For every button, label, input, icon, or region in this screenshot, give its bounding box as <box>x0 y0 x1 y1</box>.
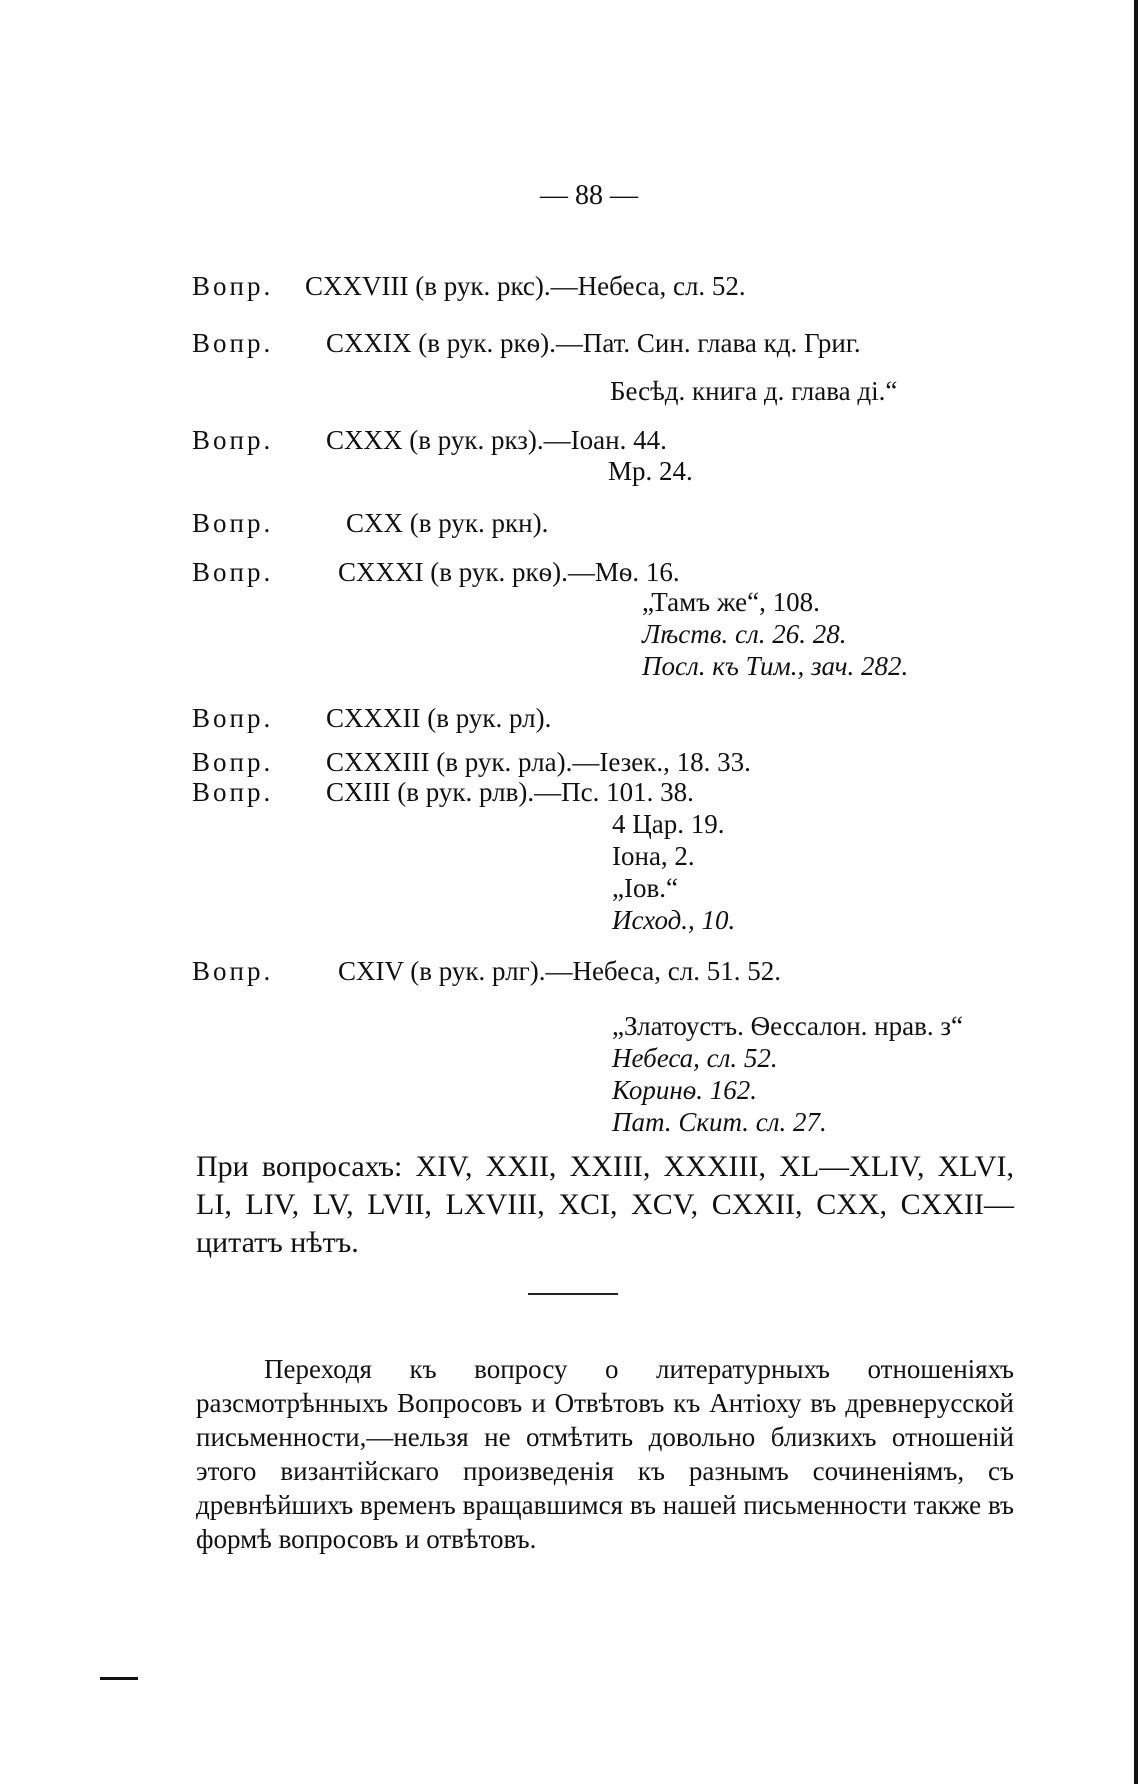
entry-text: Посл. къ Тим., зач. 282. <box>642 651 909 681</box>
entry-text: Іона, 2. <box>612 841 695 871</box>
entry-label: Вопр. <box>192 271 274 301</box>
scan-edge-bar <box>1134 0 1138 1784</box>
entry-label: Вопр. <box>192 747 274 777</box>
entry-text: Мр. 24. <box>608 456 693 486</box>
entry-label: Вопр. <box>192 328 274 358</box>
entry-text: CXXXI (в рук. ркѳ).—Мѳ. 16. <box>338 557 680 587</box>
entry-text: „Іов.“ <box>612 873 678 903</box>
entry-text: Пат. Скит. сл. 27. <box>612 1107 827 1137</box>
entry-text: „Златоустъ. Ѳессалон. нрав. з“ <box>612 1011 963 1041</box>
entry-label: Вопр. <box>192 703 274 733</box>
entry-text: Бесѣд. книга д. глава ді.“ <box>610 376 898 406</box>
entry-text: CXXIX (в рук. ркѳ).—Пат. Син. глава кд. Григ. <box>326 328 861 358</box>
entry-text: Небеса, сл. 52. <box>612 1043 778 1073</box>
entry-text: CXXVIII (в рук. ркс).—Небеса, сл. 52. <box>305 271 746 301</box>
entry-text: CXXX (в рук. ркз).—Іоан. 44. <box>326 425 667 455</box>
scan-margin-mark <box>100 1677 138 1680</box>
entry-text: Исход., 10. <box>612 905 736 935</box>
entry-text: „Тамъ же“, 108. <box>642 587 820 617</box>
section-divider <box>528 1293 618 1295</box>
entry-text: CXX (в рук. ркн). <box>346 508 549 538</box>
entry-text: Коринѳ. 162. <box>612 1075 758 1105</box>
entry-text: CXXXII (в рук. рл). <box>326 703 552 733</box>
entry-label: Вопр. <box>192 777 274 807</box>
entry-text: 4 Цар. 19. <box>612 809 725 839</box>
body-paragraph: Переходя къ вопросу о литературныхъ отношеніяхъ разсмотрѣнныхъ Вопросовъ и Отвѣтовъ къ Антіоху въ древнерусской письменности,—нельзя не отмѣтить довольно близкихъ отношеній этого византійскаго произведенія къ разнымъ сочиненіямъ, съ древнѣйшихъ временъ вращавшимся въ нашей письменности также въ формѣ вопросовъ и отвѣтовъ. <box>196 1354 1014 1554</box>
summary-no-citations: При вопросахъ: XIV, XXII, XXIII, XXXIII, XL—XLIV, XLVI, LI, LIV, LV, LVII, LXVIII, XCI, XCV, CXXII, CXX, CXXII—цитатъ нѣтъ. <box>196 1150 1014 1259</box>
entry-label: Вопр. <box>192 956 274 986</box>
entry-label: Вопр. <box>192 508 274 538</box>
entry-text: CXIII (в рук. рлв).—Пс. 101. 38. <box>326 777 694 807</box>
entry-text: CXIV (в рук. рлг).—Небеса, сл. 51. 52. <box>338 956 781 986</box>
page-number: — 88 — <box>540 180 638 211</box>
entry-text: CXXXIII (в рук. рла).—Іезек., 18. 33. <box>326 747 751 777</box>
entry-label: Вопр. <box>192 425 274 455</box>
entry-label: Вопр. <box>192 557 274 587</box>
entry-text: Лѣств. сл. 26. 28. <box>642 619 847 649</box>
